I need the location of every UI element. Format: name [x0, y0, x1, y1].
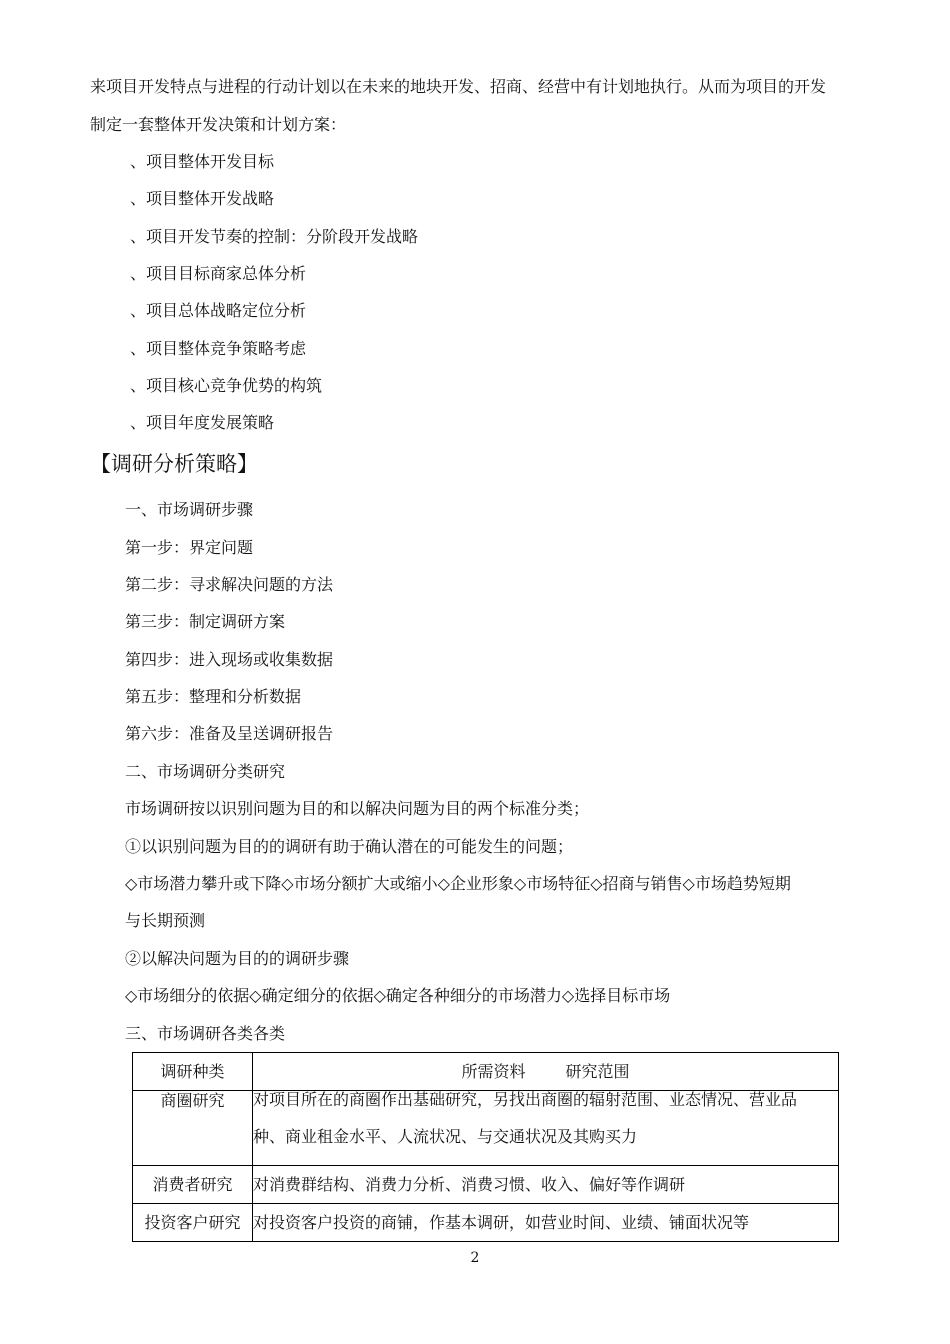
table-row — [133, 1166, 839, 1204]
section-heading: 【调研分析策略】 — [90, 452, 258, 476]
table-cell-desc: 对消费群结构、消费力分析、消费习惯、收入、偏好等作调研 — [253, 1166, 839, 1204]
page-number: 2 — [470, 1250, 480, 1266]
classify-intro: 市场调研按以识别问题为目的和以解决问题为目的两个标准分类； — [125, 799, 590, 818]
classify-item-1: ①以识别问题为目的的调研有助于确认潜在的可能发生的问题； — [125, 837, 574, 856]
steps-title: 一、市场调研步骤 — [125, 500, 254, 519]
plan-item: 、项目整体开发目标 — [130, 152, 275, 171]
plan-item: 、项目整体开发战略 — [130, 189, 275, 208]
plan-item: 、项目总体战略定位分析 — [130, 301, 307, 320]
intro-line-2: 制定一套整体开发决策和计划方案： — [90, 115, 347, 134]
intro-line-1: 来项目开发特点与进程的行动计划以在未来的地块开发、招商、经营中有计划地执行。从而为项目的开发 — [90, 77, 827, 96]
table-header-type: 调研种类 — [133, 1053, 253, 1091]
table-cell-type: 投资客户研究 — [133, 1204, 253, 1242]
table-header-content — [253, 1053, 839, 1091]
step-item: 第四步：进入现场或收集数据 — [125, 650, 334, 669]
step-item: 第二步：寻求解决问题的方法 — [125, 575, 334, 594]
classify-title: 二、市场调研分类研究 — [125, 762, 286, 781]
step-item: 第六步：准备及呈送调研报告 — [125, 724, 334, 743]
plan-item: 、项目目标商家总体分析 — [130, 264, 307, 283]
table-cell-desc-line: 对项目所在的商圈作出基础研究，另找出商圈的辐射范围、业态情况、营业品 — [253, 1090, 798, 1109]
classify-1-options-line-2: 与长期预测 — [125, 911, 206, 930]
table-cell-desc-line: 种、商业租金水平、人流状况、与交通状况及其购买力 — [253, 1127, 638, 1146]
table-header-row — [133, 1053, 839, 1091]
table-row — [133, 1091, 839, 1166]
research-types-table — [132, 1052, 839, 1242]
table-header-scope: 研究范围 — [565, 1062, 630, 1081]
plan-item: 、项目年度发展策略 — [130, 413, 275, 432]
table-cell-type: 消费者研究 — [133, 1166, 253, 1204]
table-cell-desc: 对投资客户投资的商铺，作基本调研，如营业时间、业绩、铺面状况等 — [253, 1204, 839, 1242]
plan-item: 、项目核心竞争优势的构筑 — [130, 376, 323, 395]
table-cell-desc — [253, 1091, 839, 1166]
step-item: 第一步：界定问题 — [125, 538, 254, 557]
table-header-data: 所需资料 — [461, 1062, 526, 1081]
table-row — [133, 1204, 839, 1242]
step-item: 第五步：整理和分析数据 — [125, 687, 302, 706]
table-cell-type: 商圈研究 — [133, 1091, 253, 1166]
types-title: 三、市场调研各类各类 — [125, 1024, 286, 1043]
classify-item-2: ②以解决问题为目的的调研步骤 — [125, 949, 350, 968]
plan-item: 、项目开发节奏的控制：分阶段开发战略 — [130, 227, 419, 246]
classify-2-options: ◇市场细分的依据◇确定细分的依据◇确定各种细分的市场潜力◇选择目标市场 — [125, 986, 671, 1005]
plan-item: 、项目整体竞争策略考虑 — [130, 339, 307, 358]
classify-1-options-line-1: ◇市场潜力攀升或下降◇市场分额扩大或缩小◇企业形象◇市场特征◇招商与销售◇市场趋势短期 — [125, 874, 791, 893]
step-item: 第三步：制定调研方案 — [125, 612, 286, 631]
